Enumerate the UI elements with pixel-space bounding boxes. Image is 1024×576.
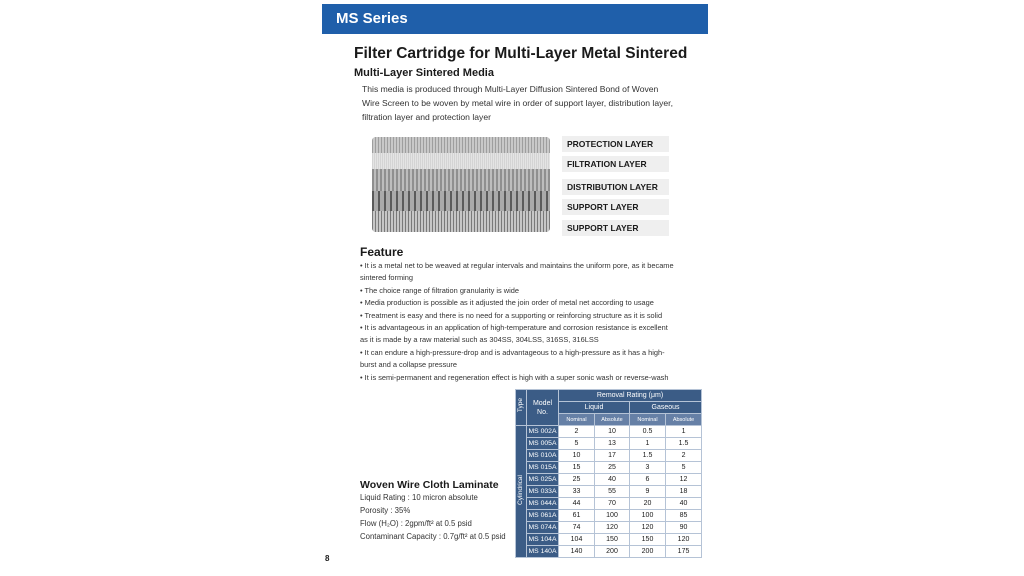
rating-cell: 20	[630, 498, 666, 510]
table-row	[516, 546, 702, 558]
rating-cell: 100	[630, 510, 666, 522]
model-cell: MS 002A	[527, 426, 559, 438]
rating-cell: 140	[559, 546, 595, 558]
media-heading: Multi-Layer Sintered Media	[354, 67, 494, 79]
woven-spec-line: Flow (H₂O) : 2gpm/ft² at 0.5 psid	[360, 519, 472, 528]
removal-rating-table	[515, 389, 702, 558]
layer-label-protection: PROTECTION LAYER	[562, 136, 669, 152]
rating-cell: 3	[630, 462, 666, 474]
description-line: filtration layer and protection layer	[362, 112, 491, 122]
sintered-layers-image	[372, 137, 550, 232]
feature-line: • The choice range of filtration granularity is wide	[360, 285, 519, 295]
type-group-label: Cylindrical	[517, 474, 524, 505]
table-row	[516, 426, 702, 438]
layer-label-support: SUPPORT LAYER	[562, 199, 669, 215]
page-number: 8	[325, 554, 330, 563]
rating-cell: 1.5	[666, 438, 702, 450]
series-banner	[322, 4, 708, 34]
woven-spec-line: Porosity : 35%	[360, 506, 411, 515]
distribution-layer-band	[372, 169, 550, 191]
type-cell	[516, 426, 527, 558]
rating-cell: 120	[630, 522, 666, 534]
rating-cell: 2	[559, 426, 595, 438]
rating-cell: 44	[559, 498, 595, 510]
support-layer-band	[372, 191, 550, 211]
layer-label-distribution: DISTRIBUTION LAYER	[562, 179, 669, 195]
model-cell: MS 044A	[527, 498, 559, 510]
description-line: Wire Screen to be woven by metal wire in order of support layer, distribution layer,	[362, 98, 673, 108]
layer-label-support: SUPPORT LAYER	[562, 220, 669, 236]
feature-line: • It is a metal net to be weaved at regular intervals and maintains the uniform pore, as it became	[360, 261, 674, 270]
rating-cell: 40	[666, 498, 702, 510]
model-cell: MS 033A	[527, 486, 559, 498]
rating-cell: 5	[559, 438, 595, 450]
feature-line: • It is advantageous in an application of high-temperature and corrosion resistance is excellent	[360, 323, 668, 333]
type-header	[516, 390, 527, 426]
table-row	[516, 450, 702, 462]
rating-cell: 70	[595, 498, 630, 510]
rating-cell: 74	[559, 522, 595, 534]
rating-cell: 33	[559, 486, 595, 498]
rating-cell: 15	[559, 462, 595, 474]
woven-spec-line: Liquid Rating : 10 micron absolute	[360, 493, 478, 502]
rating-cell: 1	[630, 438, 666, 450]
liquid-nominal-header: Nominal	[559, 414, 595, 426]
feature-line: sintered forming	[360, 273, 413, 283]
model-cell: MS 074A	[527, 522, 559, 534]
removal-rating-table-wrap	[515, 389, 701, 558]
table-body	[516, 426, 702, 558]
table-row	[516, 486, 702, 498]
removal-rating-header: Removal Rating (μm)	[559, 390, 702, 402]
gaseous-absolute-header: Absolute	[666, 414, 702, 426]
rating-cell: 200	[630, 546, 666, 558]
model-cell: MS 015A	[527, 462, 559, 474]
feature-line: • It can endure a high-pressure-drop and is advantageous to a high-pressure as it has a high-	[360, 347, 665, 357]
rating-cell: 10	[559, 450, 595, 462]
rating-cell: 25	[559, 474, 595, 486]
table-row	[516, 498, 702, 510]
rating-cell: 120	[666, 534, 702, 546]
rating-cell: 200	[595, 546, 630, 558]
table-row	[516, 474, 702, 486]
feature-line: as it is made by a raw material such as 304SS, 304LSS, 316SS, 316LSS	[360, 335, 599, 345]
feature-list	[360, 260, 708, 384]
table-row	[516, 522, 702, 534]
gaseous-header: Gaseous	[630, 402, 702, 414]
rating-cell: 9	[630, 486, 666, 498]
model-header: Model No.	[527, 390, 559, 426]
rating-cell: 2	[666, 450, 702, 462]
model-cell: MS 025A	[527, 474, 559, 486]
table-row	[516, 462, 702, 474]
rating-cell: 120	[595, 522, 630, 534]
model-cell: MS 010A	[527, 450, 559, 462]
woven-heading: Woven Wire Cloth Laminate	[360, 479, 499, 491]
rating-cell: 5	[666, 462, 702, 474]
support-layer-band	[372, 211, 550, 232]
page-title: Filter Cartridge for Multi-Layer Metal Sintered	[354, 45, 688, 62]
rating-cell: 25	[595, 462, 630, 474]
rating-cell: 17	[595, 450, 630, 462]
feature-heading: Feature	[360, 245, 404, 259]
rating-cell: 10	[595, 426, 630, 438]
gaseous-nominal-header: Nominal	[630, 414, 666, 426]
description-line: This media is produced through Multi-Layer Diffusion Sintered Bond of Woven	[362, 84, 659, 94]
rating-cell: 12	[666, 474, 702, 486]
rating-cell: 104	[559, 534, 595, 546]
rating-cell: 150	[630, 534, 666, 546]
rating-cell: 61	[559, 510, 595, 522]
protection-layer-band	[372, 137, 550, 153]
type-header-label: Type	[517, 398, 524, 413]
table-row	[516, 510, 702, 522]
liquid-header: Liquid	[559, 402, 630, 414]
rating-cell: 90	[666, 522, 702, 534]
rating-cell: 85	[666, 510, 702, 522]
woven-spec-line: Contaminant Capacity : 0.7g/ft² at 0.5 psid	[360, 532, 506, 541]
rating-cell: 100	[595, 510, 630, 522]
feature-line: • Media production is possible as it adjusted the join order of metal net according to usage	[360, 298, 654, 308]
table-row	[516, 438, 702, 450]
feature-line: • It is semi-permanent and regeneration effect is high with a super sonic wash or reverse-wash	[360, 372, 669, 382]
layer-label-filtration: FILTRATION LAYER	[562, 156, 669, 172]
rating-cell: 55	[595, 486, 630, 498]
model-cell: MS 104A	[527, 534, 559, 546]
rating-cell: 13	[595, 438, 630, 450]
liquid-absolute-header: Absolute	[595, 414, 630, 426]
rating-cell: 6	[630, 474, 666, 486]
rating-cell: 40	[595, 474, 630, 486]
rating-cell: 1	[666, 426, 702, 438]
media-description	[362, 82, 707, 124]
rating-cell: 18	[666, 486, 702, 498]
rating-cell: 0.5	[630, 426, 666, 438]
rating-cell: 150	[595, 534, 630, 546]
model-cell: MS 005A	[527, 438, 559, 450]
table-row	[516, 534, 702, 546]
model-cell: MS 061A	[527, 510, 559, 522]
filtration-layer-band	[372, 153, 550, 169]
rating-cell: 1.5	[630, 450, 666, 462]
rating-cell: 175	[666, 546, 702, 558]
series-label: MS Series	[336, 10, 408, 27]
model-cell: MS 140A	[527, 546, 559, 558]
feature-line: burst and a collapse pressure	[360, 360, 457, 370]
feature-line: • Treatment is easy and there is no need for a supporting or reinforcing structure as it is solid	[360, 310, 663, 320]
